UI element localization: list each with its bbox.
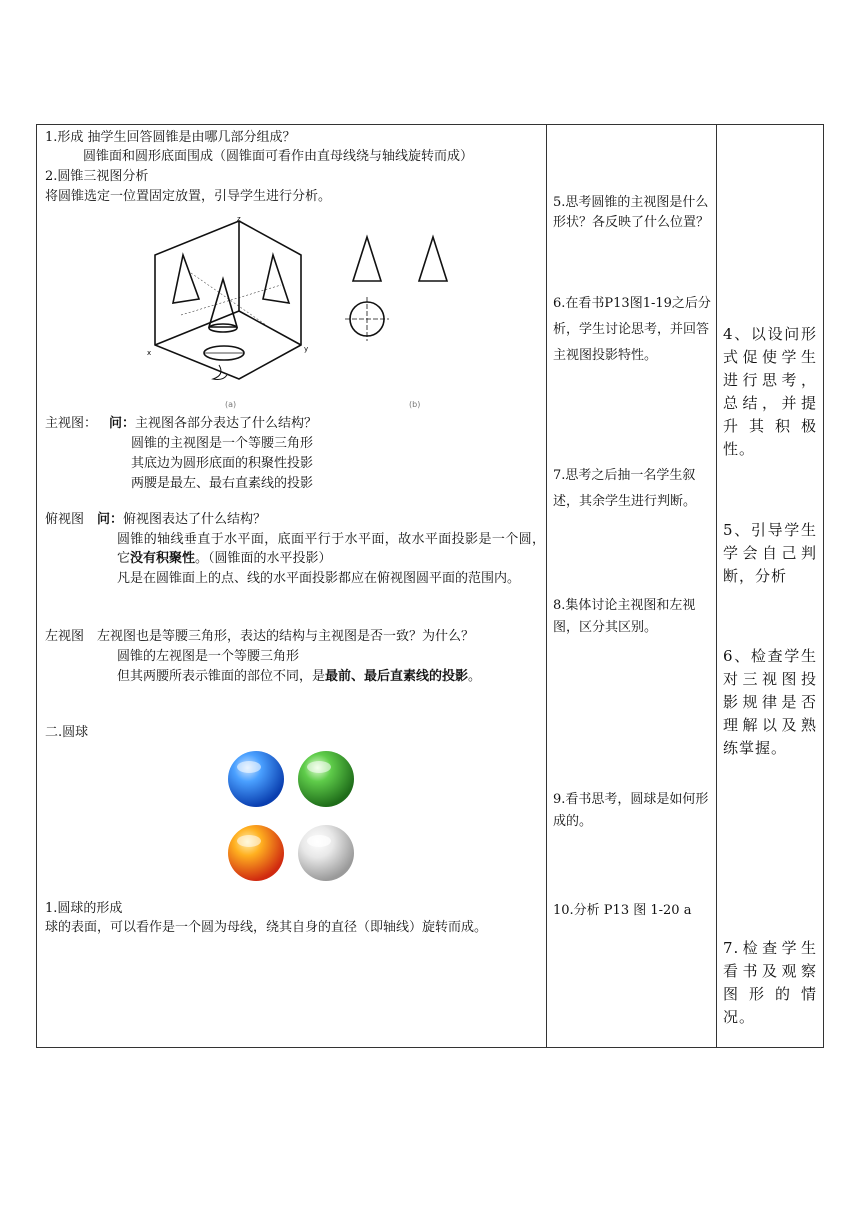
figure-label-a: (a)	[225, 400, 237, 409]
sphere-formation-title: 1.圆球的形成	[45, 901, 123, 916]
side-view-triangle	[419, 237, 447, 281]
activity-5: 5.思考圆锥的主视图是什么形状？各反映了什么位置？	[553, 195, 710, 230]
cone-formation-line: 1.形成 抽学生回答圆锥是由哪几部分组成？	[45, 130, 296, 145]
projection-box-outline	[155, 221, 301, 379]
cone-projection-figure	[141, 215, 471, 411]
three-views-title: 2.圆锥三视图分析	[45, 169, 149, 184]
left-view-question: 左视图也是等腰三角形，表达的结构与主视图是否一致？为什么？	[97, 629, 475, 644]
front-view-point-1: 圆锥的主视图是一个等腰三角形	[131, 436, 314, 451]
note-5: 5、引导学生学会自己判断，分析	[723, 521, 817, 585]
left-view-paragraph-2: 但其两腰所表示锥面的部位不同，是最前、最后直素线的投影。	[117, 669, 482, 684]
y-axis-label: y	[304, 345, 309, 353]
front-view-question: 问：主视图各部分表达了什么结构？	[109, 416, 318, 431]
note-6: 6、检查学生对三视图投影规律是否理解以及熟练掌握。	[723, 647, 817, 757]
column-divider	[716, 125, 717, 1047]
student-activity-column	[553, 125, 715, 1047]
right-projection-triangle	[263, 255, 289, 303]
white-sphere	[298, 825, 354, 881]
blue-sphere	[228, 751, 284, 807]
top-view-paragraph-2: 凡是在圆锥面上的点、线的水平面投影都应在俯视图圆平面的范围内。	[117, 571, 521, 586]
top-view-label: 俯视图	[45, 512, 85, 527]
top-view-question: 问：俯视图表达了什么结构？	[97, 512, 267, 527]
top-view-paragraph-1: 圆锥的轴线垂直于水平面，底面平行于水平面，故水平面投影是一个圆，它没有积聚性。（圆锥面的水平投影）	[117, 532, 545, 566]
activity-6: 6.在看书P13图1-19之后分析，学生讨论思考，并回答主视图投影特性。	[553, 296, 711, 363]
teaching-notes-column	[723, 125, 817, 1047]
cone-body	[209, 279, 237, 327]
activity-7: 7.思考之后抽一名学生叙述，其余学生进行判断。	[553, 468, 697, 509]
lesson-table	[36, 124, 824, 1048]
front-view-triangle	[353, 237, 381, 281]
left-view-point-1: 圆锥的左视图是一个等腰三角形	[117, 649, 300, 664]
green-sphere	[298, 751, 354, 807]
x-axis-label: x	[147, 349, 152, 357]
front-view-point-2: 其底边为圆形底面的积聚性投影	[131, 456, 314, 471]
activity-8: 8.集体讨论主视图和左视图，区分其区别。	[553, 598, 696, 635]
figure-label-b: (b)	[409, 400, 421, 409]
activity-10: 10.分析 P13 图 1-20 a	[553, 903, 692, 918]
note-7: 7.检查学生看书及观察图形的情况。	[723, 939, 817, 1026]
left-projection-triangle	[173, 255, 199, 303]
sphere-images	[215, 747, 385, 895]
orange-sphere	[228, 825, 284, 881]
left-view-label: 左视图	[45, 629, 85, 644]
column-divider	[546, 125, 547, 1047]
front-view-point-3: 两腰是最左、最右直素线的投影	[131, 476, 314, 491]
content-column	[45, 125, 545, 1047]
sphere-section-title: 二.圆球	[45, 725, 89, 740]
sphere-formation-text: 球的表面，可以看作是一个圆为母线，绕其自身的直径（即轴线）旋转而成。	[45, 920, 488, 935]
activity-9: 9.看书思考，圆球是如何形成的。	[553, 792, 709, 829]
z-axis-label: z	[237, 215, 241, 223]
three-views-intro: 将圆锥选定一位置固定放置，引导学生进行分析。	[45, 189, 332, 204]
note-4: 4、以设问形式促使学生进行思考，总结，并提升其积极性。	[723, 325, 817, 458]
cone-formation-answer: 圆锥面和圆形底面围成（圆锥面可看作由直母线绕与轴线旋转而成）	[83, 149, 474, 164]
front-view-label: 主视图：	[45, 416, 98, 431]
